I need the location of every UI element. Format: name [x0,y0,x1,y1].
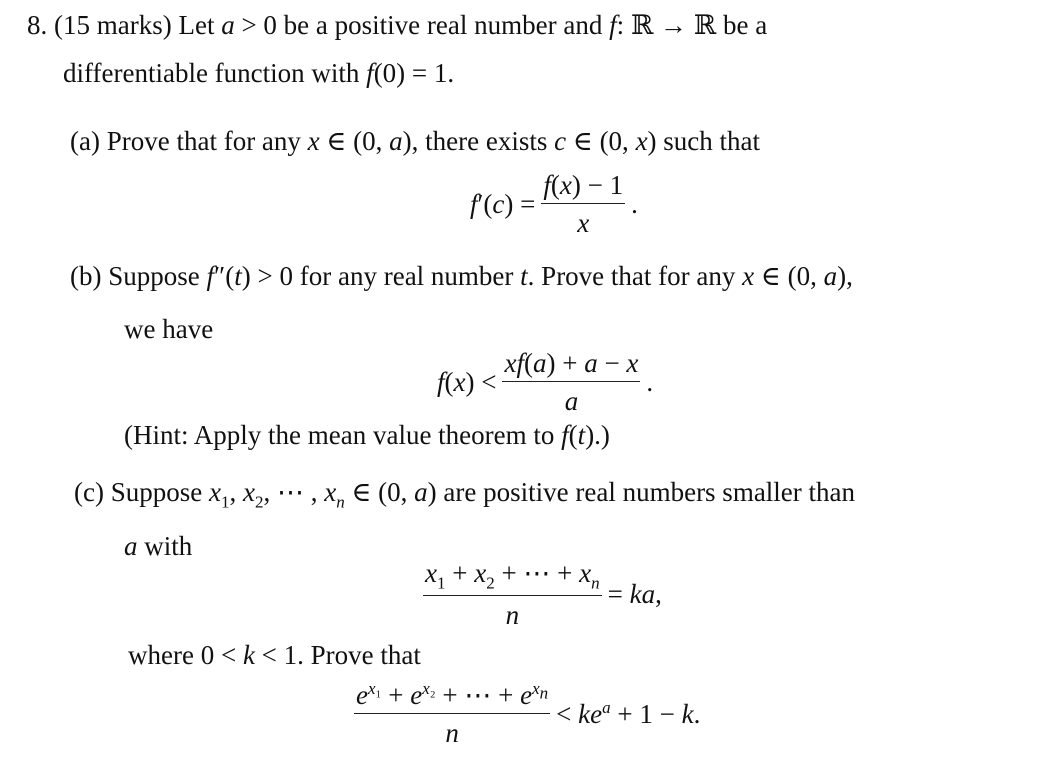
question-header [27,12,767,39]
part-c-label: (c) [74,477,104,507]
part-a-numerator: f(x) − 1 [541,172,625,204]
part-a-denominator: x [577,208,590,238]
part-b-numerator: xf(a) + a − x [502,350,640,382]
part-c-eq1-denominator: n [505,600,520,631]
question-intro-line2: differentiable function with f(0) = 1. [63,58,455,88]
part-b-label: (b) [70,261,102,291]
part-c-eq2-denominator: n [445,718,459,748]
part-c-eq2-numerator: $e^{x_1} + e^{x_2}$ + ⋯ + $e^{x_n}$ [354,680,550,714]
part-c-eq1-numerator: $x_1 + x_2$ + ⋯ + $x_n$ [423,560,602,596]
part-c-text: (c) Suppose $x_1$, $x_2$, ⋯ , $x_n$ ∈ (0, a) are positive real numbers smaller than [74,477,856,512]
part-b-equation: f(x) < $\frac{xf(a) + a - x}{a}$ . [437,348,654,416]
question-number: 8. [27,10,48,40]
part-c-equation2: $\frac{e^{x_1} + e^{x_2} + \cdots + e^{x_n}}{n}$ < $ke^a + 1 - k$. [356,679,701,748]
part-c-text2: a with [124,531,193,561]
part-b-denominator: a [564,386,579,416]
part-c-equation1: $\frac{x_1 + x_2 + \cdots + x_n}{n}$ = ka, [425,558,662,631]
part-b-text2: we have [124,314,214,344]
part-c-text3: where 0 < k < 1. Prove that [128,640,421,670]
question-intro-line1: Let a > 0 be a positive real number and f: ℝ → ℝ be a [178,10,768,40]
question-marks: (15 marks) [54,10,172,40]
part-a-label: (a) [70,126,100,156]
part-a-equation: f′(c) = $\frac{f(x) - 1}{x}$ . [470,170,638,238]
part-b-hint: (Hint: Apply the mean value theorem to f(t).) [124,420,610,450]
part-a-text: (a) Prove that for any x ∈ (0, a), there exists c ∈ (0, x) such that [70,126,761,156]
part-b-text: (b) Suppose f″(t) > 0 for any real number t. Prove that for any x ∈ (0, a), [70,261,853,291]
